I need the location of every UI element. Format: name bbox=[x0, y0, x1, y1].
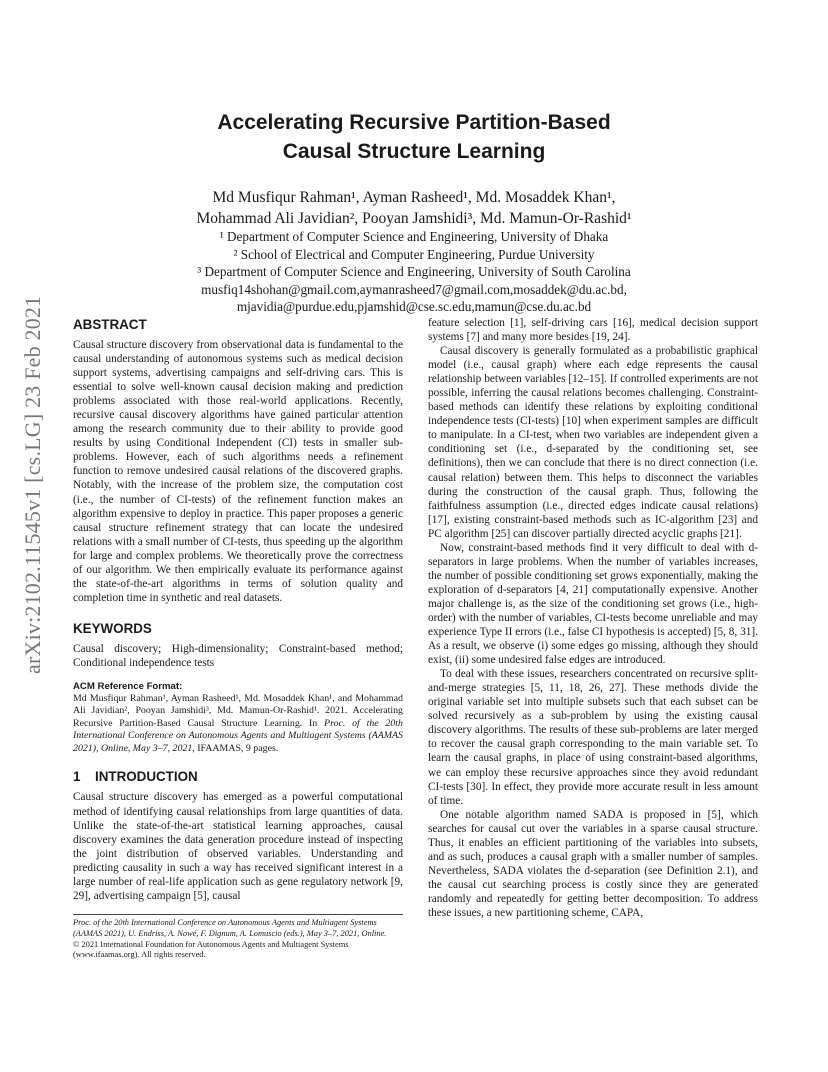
affiliation-2: ² School of Electrical and Computer Engineering, Purdue University bbox=[233, 246, 595, 262]
acm-reference-text bbox=[73, 693, 403, 756]
copyright-footnote bbox=[73, 914, 403, 961]
abstract-text: Causal structure discovery from observational data is fundamental to the causal understanding of autonomous systems such as medical decision support systems, advertising campaigns and self-driving cars. This is essential to solve well-known causal decision making and prediction problems associated with those real-world applications. Recently, recursive causal discovery algorithms have gained particular attention among the research community due to their ability to provide good results by using Conditional Independent (CI) tests in smaller sub-problems. However, each of such algorithms needs a refinement function to remove undesired causal relations of the discovered graphs. Notably, with the increase of the problem size, the computation cost (i.e., the number of CI-tests) of the refinement function makes an algorithm expensive to deploy in practice. This paper proposes a generic causal structure refinement strategy that can locate the undesired relations with a small number of CI-tests, thus speeding up the algorithm for large and complex problems. We theoretically prove the correctness of our algorithm. We then empirically evaluate its performance against the state-of-the-art algorithms in terms of solution quality and completion time in synthetic and real datasets. bbox=[73, 339, 403, 604]
paragraph-split-merge: To deal with these issues, researchers concentrated on recursive split-and-merge strategies [5, 11, 18, 26, 27]. These methods divide the original variable set into multiple subsets such that each subset can be solved recursively as a sub-problem by using the existing causal discovery algorithms. The results of these sub-problems are later merged to recover the causal graph corresponding to the main variable set. To learn the causal graphs, in place of using constraint-based algorithms, we can employ these recursive approaches since they avoid redundant CI-tests [30]. In effect, they provide more accurate result in less amount of time. bbox=[428, 668, 758, 807]
affiliations bbox=[90, 228, 738, 316]
authors-line-2: Mohammad Ali Javidian², Pooyan Jamshidi³, Md. Mamun-Or-Rashid¹ bbox=[196, 210, 632, 227]
affiliation-3: ³ Department of Computer Science and Engineering, University of South Carolina bbox=[197, 264, 631, 280]
paragraph-causal-discovery: Causal discovery is generally formulated as a probabilistic graphical model (i.e., causal graph) where each edge represents the causal relationship between variables [12–15]. If controlled experiments are not possible, inferring the causal relations becomes challenging. Constraint-based methods can identify these relations by exploiting conditional independence tests (CI-tests) [10] when experiment samples are difficult to manipulate. In a CI-test, when two variables are independent given a conditioning set (i.e., d-separated by the conditioning set, see definitions), then we can conclude that there is no direct connection (i.e. causal relation) between them. This helps to disconnect the variables during the construction of the causal graph. Thus, following the faithfulness assumption (i.e., directed edges indicate causal relations) [17], existing constraint-based methods such as IC-algorithm [23] and PC algorithm [25] can discover partially directed acyclic graphs [21]. bbox=[428, 345, 758, 540]
footnote-line-4: (www.ifaamas.org). All rights reserved. bbox=[73, 950, 206, 960]
paragraph-continued: feature selection [1], self-driving cars [16], medical decision support systems [7] and many more besides [19, 24]. bbox=[428, 317, 758, 344]
emails-line-2: mjavidia@purdue.edu,pjamshid@cse.sc.edu,mamun@cse.du.ac.bd bbox=[236, 299, 592, 315]
title-line-2: Causal Structure Learning bbox=[282, 140, 546, 163]
footnote-line-1: Proc. of the 20th International Conference on Autonomous Agents and Multiagent Systems bbox=[73, 918, 377, 927]
paper-title bbox=[140, 108, 688, 166]
acm-reference-venue: Proc. of the 20th International Conference on Autonomous Agents and Multiagent Systems (AAMAS 2021), Online, May 3–7, 2021, bbox=[73, 717, 403, 754]
authors-line-1: Md Musfiqur Rahman¹, Ayman Rasheed¹, Md. Mosaddek Khan¹, bbox=[212, 189, 616, 206]
emails-line-1: musfiq14shohan@gmail.com,aymanrasheed7@gmail.com,mosaddek@du.ac.bd, bbox=[201, 281, 627, 297]
keywords-heading: KEYWORDS bbox=[73, 620, 152, 636]
acm-reference-plain-1: Md Musfiqur Rahman¹, Ayman Rasheed¹, Md. Mosaddek Khan¹, and Mohammad Ali Javidian², Pooyan Jamshidi³, Md. Mamun-Or-Rashid¹. 2021. Accelerating Recursive Partition-Based Causal Structure Learning. In bbox=[73, 692, 403, 729]
introduction-heading bbox=[73, 768, 403, 786]
section-title: INTRODUCTION bbox=[95, 769, 198, 785]
arxiv-identifier[interactable]: arXiv:2102.11545v1 [cs.LG] 23 Feb 2021 bbox=[20, 295, 45, 675]
footnote-line-3: © 2021 International Foundation for Autonomous Agents and Multiagent Systems bbox=[73, 939, 349, 949]
footnote-line-2: (AAMAS 2021), U. Endriss, A. Nowé, F. Dignum, A. Lomuscio (eds.), May 3–7, 2021, Online. bbox=[73, 928, 387, 938]
left-column bbox=[73, 316, 403, 903]
keywords-text: Causal discovery; High-dimensionality; Constraint-based method; Conditional independence tests bbox=[73, 642, 403, 669]
acm-reference-heading: ACM Reference Format: bbox=[73, 680, 183, 692]
acm-reference-plain-2: IFAAMAS, 9 pages. bbox=[194, 742, 279, 754]
paragraph-constraint-methods: Now, constraint-based methods find it very difficult to deal with d-separators in large problems. When the number of variables increases, the number of possible conditioning set grows exponentially, making the exploration of d-separators [4, 21] computationally expensive. Another major challenge is, as the size of the conditioning set grows (i.e., high-order) with the number of variables, CI-tests become unreliable and may experience Type II errors (i.e., false CI hypothesis is accepted) [5, 8, 31]. As a result, we observe (i) some edges go missing, although they should exist, (ii) some undesired false edges are introduced. bbox=[428, 541, 758, 667]
section-number: 1 bbox=[73, 769, 81, 785]
right-column bbox=[428, 316, 758, 920]
paragraph-sada: One notable algorithm named SADA is proposed in [5], which searches for causal cut over the variables in a sparse causal structure. Thus, it enables an efficient partitioning of the variables into subsets, and as such, produces a causal graph with a smaller number of samples. Nevertheless, SADA violates the d-separation (see Definition 2.1), and the causal cut searching process is costly since they are generated randomly and repeatedly for getting better decomposition. To address these issues, a new partitioning scheme, CAPA, bbox=[428, 808, 758, 919]
author-list bbox=[90, 187, 738, 229]
introduction-text: Causal structure discovery has emerged as a powerful computational method of identifying causal relationships from large quantities of data. Unlike the state-of-the-art statistical learning approaches, causal discovery examines the data generation procedure instead of inspecting the joint distribution of observed variables. Understanding and predicting causality in such a way has received significant interest in a large number of real-life application such as gene regulatory network [9, 29], advertising campaign [5], causal bbox=[73, 791, 403, 902]
affiliation-1: ¹ Department of Computer Science and Engineering, University of Dhaka bbox=[219, 229, 609, 244]
title-line-1: Accelerating Recursive Partition-Based bbox=[217, 111, 611, 134]
abstract-heading: ABSTRACT bbox=[73, 317, 147, 332]
